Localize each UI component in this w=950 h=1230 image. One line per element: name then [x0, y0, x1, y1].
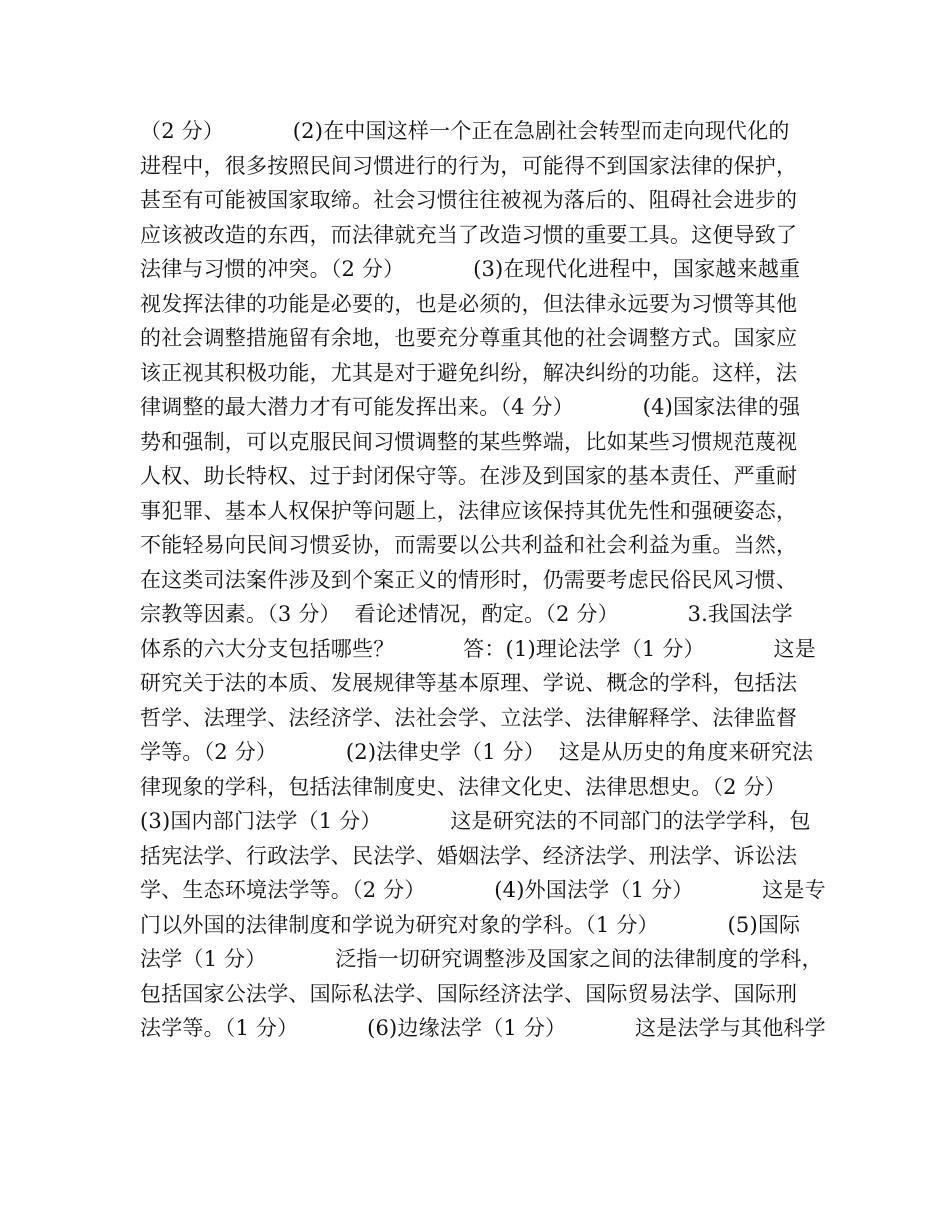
- text-line: 视发挥法律的功能是必要的，也是必须的，但法律永远要为习惯等其他: [140, 291, 798, 316]
- text-line: 甚至有可能被国家取缔。社会习惯往往被视为落后的、阻碍社会进步的: [140, 188, 798, 212]
- text-line: 律现象的学科，包括法律制度史、法律文化史、法律思想史。（2 分）: [140, 774, 786, 799]
- text-line: 法律与习惯的冲突。（2 分） (3)在现代化进程中，国家越来越重: [140, 257, 801, 281]
- text-line: 事犯罪、基本人权保护等问题上，法律应该保持其优先性和强硬姿态，: [140, 498, 798, 523]
- text-line: 研究关于法的本质、发展规律等基本原理、学说、概念的学科，包括法: [140, 671, 798, 695]
- text-line: 律调整的最大潜力才有可能发挥出来。（4 分） (4)国家法律的强: [140, 395, 801, 419]
- text-line: 括宪法学、行政法学、民法学、婚姻法学、经济法学、刑法学、诉讼法: [140, 843, 798, 868]
- text-line: （2 分） (2)在中国这样一个正在急剧社会转型而走向现代化的: [140, 119, 790, 143]
- text-line: 的社会调整措施留有余地，也要充分尊重其他的社会调整方式。国家应: [140, 326, 798, 350]
- text-line: 法学等。（1 分） (6)边缘法学（1 分） 这是法学与其他科学: [140, 1016, 826, 1040]
- text-line: 门以外国的法律制度和学说为研究对象的学科。（1 分） (5)国际: [140, 912, 801, 937]
- text-line: 学、生态环境法学等。（2 分） (4)外国法学（1 分） 这是专: [140, 878, 826, 902]
- text-line: 进程中，很多按照民间习惯进行的行为，可能得不到国家法律的保护，: [140, 153, 798, 178]
- text-line: 法学（1 分） 泛指一切研究调整涉及国家之间的法律制度的学科，: [140, 947, 823, 971]
- text-line: 体系的六大分支包括哪些？ 答：(1)理论法学（1 分） 这是: [140, 636, 816, 661]
- text-line: 学等。（2 分） (2)法律史学（1 分） 这是从历史的角度来研究法: [140, 740, 814, 764]
- text-line: (3)国内部门法学（1 分） 这是研究法的不同部门的法学学科，包: [140, 809, 811, 833]
- text-line: 哲学、法理学、法经济学、法社会学、立法学、法律解释学、法律监督: [140, 705, 798, 730]
- text-line: 在这类司法案件涉及到个案正义的情形时，仍需要考虑民俗民风习惯、: [140, 567, 798, 592]
- text-line: 包括国家公法学、国际私法学、国际经济法学、国际贸易法学、国际刑: [140, 981, 798, 1006]
- text-line: 人权、助长特权、过于封闭保守等。在涉及到国家的基本责任、严重耐: [140, 464, 798, 488]
- text-line: 势和强制，可以克服民间习惯调整的某些弊端，比如某些习惯规范蔑视: [140, 429, 798, 454]
- body-text: [140, 114, 826, 1046]
- text-line: 应该被改造的东西，而法律就充当了改造习惯的重要工具。这便导致了: [140, 222, 798, 247]
- text-line: 不能轻易向民间习惯妥协，而需要以公共利益和社会利益为重。当然，: [140, 533, 798, 557]
- text-line: 该正视其积极功能，尤其是对于避免纠纷，解决纠纷的功能。这样，法: [140, 360, 798, 385]
- text-line: 宗教等因素。（3 分） 看论述情况，酌定。（2 分） 3.我国法学: [140, 602, 793, 626]
